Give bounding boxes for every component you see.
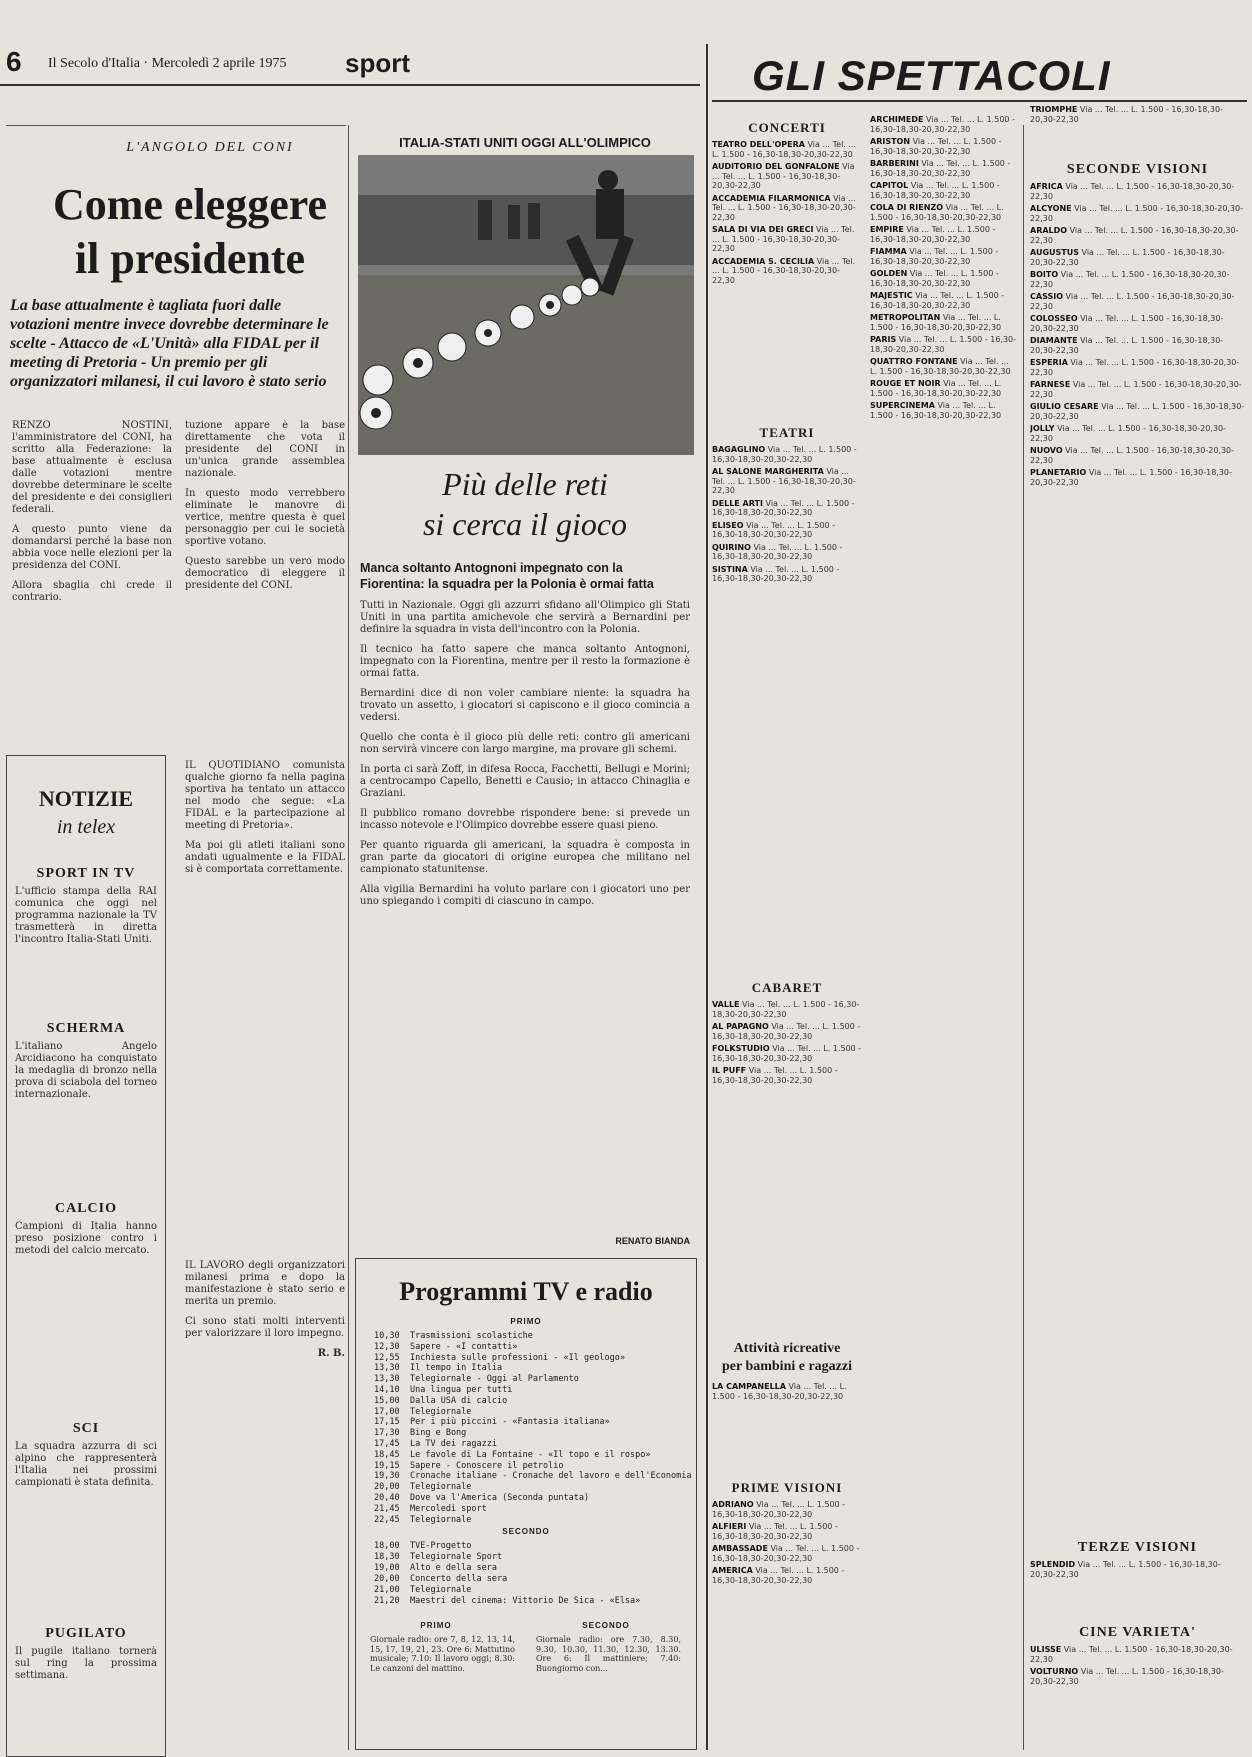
section-label: sport bbox=[345, 48, 410, 78]
venue-entry: AL SALONE MARGHERITA Via ... Tel. ... L. 1.500 - 16,30-18,30-20,30-22,30 bbox=[712, 467, 856, 495]
venue-entry: QUIRINO Via ... Tel. ... L. 1.500 - 16,30-18,30-20,30-22,30 bbox=[712, 542, 843, 561]
venue-entry: FIAMMA Via ... Tel. ... L. 1.500 - 16,30-18,30-20,30-22,30 bbox=[870, 247, 999, 266]
venue-name: AUGUSTUS bbox=[1030, 248, 1079, 257]
notizie-text: L'ufficio stampa della RAI comunica che oggi nel programma nazionale la TV trasmetterà in diretta l'incontro Italia-Stati Uniti. bbox=[15, 886, 157, 945]
headline-line-2: il presidente bbox=[74, 234, 306, 283]
tv-time: 15,00 bbox=[374, 1395, 400, 1406]
tv-programme: Una lingua per tutti bbox=[410, 1385, 513, 1395]
venue-entry: AFRICA Via ... Tel. ... L. 1.500 - 16,30-18,30-20,30-22,30 bbox=[1030, 182, 1235, 201]
tv-schedule-row bbox=[374, 1439, 497, 1449]
venue-name: ROUGE ET NOIR bbox=[870, 379, 941, 388]
tv-schedule-row bbox=[374, 1596, 640, 1606]
tv-programme: Cronache italiane - Cronache del lavoro e dell'Economia bbox=[410, 1471, 692, 1482]
venue-name: QUATTRO FONTANE bbox=[870, 357, 958, 366]
article-headline bbox=[10, 178, 370, 286]
venue-entry: AMBASSADE Via ... Tel. ... L. 1.500 - 16,30-18,30-20,30-22,30 bbox=[712, 1544, 860, 1563]
venue-name: SALA DI VIA DEI GRECI bbox=[712, 225, 814, 234]
venue-entry: SISTINA Via ... Tel. ... L. 1.500 - 16,30-18,30-20,30-22,30 bbox=[712, 564, 840, 583]
tv-primo-label: PRIMO bbox=[510, 1317, 542, 1326]
spettacoli-title: GLI SPETTACOLI bbox=[752, 52, 1111, 99]
venue-entry: MAJESTIC Via ... Tel. ... L. 1.500 - 16,30-18,30-20,30-22,30 bbox=[870, 291, 1005, 310]
venue-entry: ARISTON Via ... Tel. ... L. 1.500 - 16,30-18,30-20,30-22,30 bbox=[870, 137, 1002, 156]
venue-name: FOLKSTUDIO bbox=[712, 1044, 770, 1053]
tv-schedule-row bbox=[374, 1417, 610, 1427]
paper-name-date: Il Secolo d'Italia · Mercoledì 2 aprile 1975 bbox=[48, 56, 287, 71]
tv-time: 10,30 bbox=[374, 1331, 400, 1341]
radio-secondo-label: SECONDO bbox=[582, 1621, 630, 1630]
venue-name: AFRICA bbox=[1030, 182, 1063, 191]
middle-kicker: ITALIA-STATI UNITI OGGI ALL'OLIMPICO bbox=[399, 135, 651, 150]
tv-programme: Telegiornale bbox=[410, 1406, 472, 1417]
tv-schedule-row bbox=[374, 1504, 487, 1514]
venue-entry: EMPIRE Via ... Tel. ... L. 1.500 - 16,30-18,30-20,30-22,30 bbox=[870, 225, 996, 244]
venue-entry: PARIS Via ... Tel. ... L. 1.500 - 16,30-18,30-20,30-22,30 bbox=[870, 335, 1017, 354]
venue-entry: SPLENDID Via ... Tel. ... L. 1.500 - 16,30-18,30-20,30-22,30 bbox=[1030, 1560, 1221, 1579]
venue-name: DIAMANTE bbox=[1030, 336, 1078, 345]
terze-visioni-listing bbox=[1030, 1560, 1245, 1615]
notizie-section-head: SCHERMA bbox=[46, 1021, 126, 1036]
venue-entry: ROUGE ET NOIR Via ... Tel. ... L. 1.500 - 16,30-18,30-20,30-22,30 bbox=[870, 379, 1002, 398]
venue-name: AUDITORIO DEL GONFALONE bbox=[712, 162, 840, 171]
tv-schedule-row bbox=[374, 1515, 471, 1525]
tv-programme: Le favole di La Fontaine - «Il topo e il rospo» bbox=[410, 1449, 651, 1460]
venue-entry: NUOVO Via ... Tel. ... L. 1.500 - 16,30-18,30-20,30-22,30 bbox=[1030, 446, 1235, 465]
venue-name: AL SALONE MARGHERITA bbox=[712, 467, 824, 476]
teatri-listing bbox=[712, 445, 862, 965]
tv-programme: Inchiesta sulle professioni - «Il geologo» bbox=[410, 1352, 625, 1363]
venue-name: ALCYONE bbox=[1030, 204, 1072, 213]
venue-name: GOLDEN bbox=[870, 269, 908, 278]
tv-schedule-row bbox=[374, 1552, 502, 1562]
tv-programme: Maestri del cinema: Vittorio De Sica - «Elsa» bbox=[410, 1596, 641, 1606]
tv-time: 21,45 bbox=[374, 1503, 400, 1514]
venue-entry: ALCYONE Via ... Tel. ... L. 1.500 - 16,30-18,30-20,30-22,30 bbox=[1030, 204, 1244, 223]
category-terze-visioni: TERZE VISIONI bbox=[1078, 1540, 1197, 1555]
photo-illustration bbox=[358, 155, 694, 455]
venue-entry: AL PAPAGNO Via ... Tel. ... L. 1.500 - 16,30-18,30-20,30-22,30 bbox=[712, 1022, 861, 1041]
tv-time: 13,30 bbox=[374, 1363, 400, 1374]
venue-name: TEATRO DELL'OPERA bbox=[712, 140, 805, 149]
radio-primo-label: PRIMO bbox=[420, 1621, 452, 1630]
tv-time: 17,45 bbox=[374, 1439, 400, 1449]
middle-article-body: Tutti in Nazionale. Oggi gli azzurri sfidano all'Olimpico gli Stati Uniti in una partita amichevole che servirà a Bernardini per definire la squadra in vista dell'incontro con la Polonia. Il tecnico ha fatto sapere che manca soltanto Antognoni, impegnato con la Fiorentina, mentre per il resto la formazione è ormai fatta. Bernardini dice di non voler cambiare niente: la squadra ha trovato un assetto, i giocatori si capiscono e il gioco comincia a vedersi. Quello che conta è il gioco più delle reti: contro gli americani non servirà vincere con largo margine, ma provare gli schemi. In porta ci sarà Zoff, in difesa Rocca, Facchetti, Bellugi e Morini; a centrocampo Capello, Benetti e Causio; in attacco Chinaglia e Graziani. Il pubblico romano dovrebbe rispondere bene: si prevede un incasso notevole e l'Olimpico dovrebbe essere quasi pieno. Per quanto riguarda gli americani, la squadra è composta in gran parte da giocatori di origine europea che militano nel campionato statunitense. Alla vigilia Bernardini ha voluto parlare con i giocatori uno per uno spiegando i compiti di ciascuno in campo. bbox=[360, 600, 690, 907]
venue-name: COLA DI RIENZO bbox=[870, 203, 944, 212]
tv-time: 19,30 bbox=[374, 1471, 400, 1482]
article-kicker: L'ANGOLO DEL CONI bbox=[126, 140, 294, 155]
middle-headline-line-2: si cerca il gioco bbox=[422, 506, 628, 542]
tv-schedule-row bbox=[374, 1493, 589, 1503]
venue-name: DELLE ARTI bbox=[712, 498, 763, 508]
attivita-line-1: Attività ricreative bbox=[733, 1341, 841, 1356]
category-prime-visioni: PRIME VISIONI bbox=[731, 1480, 843, 1495]
middle-headline-line-1: Più delle reti bbox=[442, 466, 608, 502]
tv-programme: Alto e della sera bbox=[410, 1563, 497, 1573]
cine-varieta-listing bbox=[1030, 1645, 1245, 1750]
tv-programme: Concerto della sera bbox=[410, 1574, 508, 1584]
article-initials: R. B. bbox=[317, 1348, 345, 1359]
venue-name: QUIRINO bbox=[712, 542, 751, 552]
tv-time: 18,45 bbox=[374, 1449, 400, 1460]
column-rule bbox=[706, 44, 708, 1750]
venue-name: AMERICA bbox=[712, 1566, 753, 1575]
tv-time: 20,40 bbox=[374, 1493, 400, 1503]
tv-time: 17,15 bbox=[374, 1417, 400, 1428]
tv-schedule-row bbox=[374, 1471, 691, 1481]
tv-programme: La TV dei ragazzi bbox=[410, 1439, 497, 1449]
notizie-section-head: SPORT IN TV bbox=[36, 866, 136, 881]
tv-schedule-row bbox=[374, 1482, 471, 1492]
prime-visioni-listing bbox=[712, 1500, 862, 1750]
venue-name: ELISEO bbox=[712, 520, 744, 530]
tv-programme: Telegiornale bbox=[410, 1585, 472, 1595]
venue-entry: CAPITOL Via ... Tel. ... L. 1.500 - 16,30-18,30-20,30-22,30 bbox=[870, 181, 1000, 200]
venue-entry: ARCHIMEDE Via ... Tel. ... L. 1.500 - 16,30-18,30-20,30-22,30 bbox=[870, 115, 1015, 134]
tv-schedule-row bbox=[374, 1363, 502, 1373]
venue-entry: DIAMANTE Via ... Tel. ... L. 1.500 - 16,30-18,30-20,30-22,30 bbox=[1030, 336, 1224, 355]
venue-name: VOLTURNO bbox=[1030, 1667, 1079, 1676]
tv-programme: Dove va l'America (Seconda puntata) bbox=[410, 1493, 590, 1503]
middle-byline: RENATO BIANDA bbox=[615, 1236, 690, 1246]
attivita-listing bbox=[712, 1382, 862, 1462]
tv-programme: TVE-Progetto bbox=[410, 1541, 472, 1551]
tv-programme: Bing e Bong bbox=[410, 1428, 467, 1439]
prime-visioni-listing-end bbox=[1030, 105, 1245, 155]
venue-name: BOITO bbox=[1030, 270, 1059, 279]
venue-name: JOLLY bbox=[1030, 424, 1055, 433]
venue-name: ESPERIA bbox=[1030, 358, 1068, 367]
article-body-column: IL LAVORO degli organizzatori milanesi prima e dopo la manifestazione è stato serio e merita un premio. Ci sono stati molti interventi per valorizzare il loro impegno. R. B. bbox=[185, 1260, 345, 1359]
venue-name: BAGAGLINO bbox=[712, 445, 766, 454]
concerti-listing bbox=[712, 140, 862, 410]
venue-entry: ALFIERI Via ... Tel. ... L. 1.500 - 16,30-18,30-20,30-22,30 bbox=[712, 1522, 838, 1541]
tv-secondo-label: SECONDO bbox=[502, 1527, 550, 1536]
category-cabaret: CABARET bbox=[751, 980, 823, 995]
tv-time: 12,30 bbox=[374, 1341, 400, 1352]
venue-entry: CASSIO Via ... Tel. ... L. 1.500 - 16,30-18,30-20,30-22,30 bbox=[1030, 292, 1235, 311]
notizie-subtitle: in telex bbox=[56, 816, 116, 838]
tv-programme: Per i più piccini - «Fantasia italiana» bbox=[410, 1417, 610, 1428]
category-attivita bbox=[712, 1340, 862, 1376]
tv-time: 18,30 bbox=[374, 1552, 400, 1562]
venue-name: AMBASSADE bbox=[712, 1544, 768, 1553]
headline-line-1: Come eleggere bbox=[52, 180, 328, 229]
venue-entry: FARNESE Via ... Tel. ... L. 1.500 - 16,30-18,30-20,30-22,30 bbox=[1030, 380, 1242, 399]
article-body-column: RENZO NOSTINI, l'amministratore del CONI, ha scritto alla Federazione: la base attualmente è esclusa dalle votazioni mentre dovrebbe determinare le scelte del presidente e dei consiglieri federali. A questo punto viene da domandarsi perché la base non abbia voce nelle elezioni per la presidenza del CONI. Allora sbaglia chi crede il contrario. bbox=[12, 420, 172, 603]
cabaret-listing bbox=[712, 1000, 862, 1320]
tv-schedule-row bbox=[374, 1585, 471, 1595]
tv-schedule-row bbox=[374, 1331, 533, 1341]
venue-entry: AUGUSTUS Via ... Tel. ... L. 1.500 - 16,30-18,30-20,30-22,30 bbox=[1030, 248, 1225, 267]
venue-entry: QUATTRO FONTANE Via ... Tel. ... L. 1.500 - 16,30-18,30-20,30-22,30 bbox=[870, 357, 1011, 376]
article-standfirst: La base attualmente è tagliata fuori dalle votazioni mentre invece dovrebbe determinare le scelte - Attacco de «L'Unità» alla FIDAL per il meeting di Pretoria - Un premio per gli organizzatori milanesi, il cui lavoro è stato serio bbox=[10, 297, 329, 390]
notizie-section-head: SCI bbox=[72, 1421, 100, 1436]
tv-time: 20,00 bbox=[374, 1574, 400, 1584]
tv-programme: Il tempo in Italia bbox=[410, 1363, 503, 1374]
middle-headline bbox=[360, 464, 690, 544]
masthead-rule bbox=[0, 84, 700, 86]
tv-time: 17,00 bbox=[374, 1406, 400, 1417]
venue-name: TRIOMPHE bbox=[1030, 105, 1078, 114]
venue-entry: ARALDO Via ... Tel. ... L. 1.500 - 16,30-18,30-20,30-22,30 bbox=[1030, 226, 1239, 245]
venue-entry: VALLE Via ... Tel. ... L. 1.500 - 16,30-18,30-20,30-22,30 bbox=[712, 1000, 860, 1019]
tv-programme: Mercoledì sport bbox=[410, 1503, 487, 1514]
notizie-text: La squadra azzurra di sci alpino che rappresenterà l'Italia nei prossimi campionati è stata definita. bbox=[15, 1441, 157, 1488]
tv-time: 12,55 bbox=[374, 1352, 400, 1363]
prime-visioni-listing-continued bbox=[870, 115, 1018, 1750]
venue-entry: ADRIANO Via ... Tel. ... L. 1.500 - 16,30-18,30-20,30-22,30 bbox=[712, 1500, 846, 1519]
venue-name: SISTINA bbox=[712, 564, 748, 574]
radio-primo-text: Giornale radio: ore 7, 8, 12, 13, 14, 15, 17, 19, 21, 23. Ore 6: Mattutino musicale; 7.10: Il lavoro oggi; 8.30: Le canzoni del mattino. bbox=[370, 1635, 515, 1673]
venue-entry: JOLLY Via ... Tel. ... L. 1.500 - 16,30-18,30-20,30-22,30 bbox=[1030, 424, 1226, 443]
category-seconde-visioni: SECONDE VISIONI bbox=[1066, 162, 1209, 177]
tv-programme: Sapere - Conoscere il petrolio bbox=[410, 1460, 564, 1471]
notizie-box bbox=[6, 755, 166, 1757]
tv-radio-box bbox=[355, 1258, 697, 1750]
tv-programme: Telegiornale bbox=[410, 1482, 472, 1493]
venue-name: NUOVO bbox=[1030, 446, 1063, 455]
page-number: 6 bbox=[6, 46, 22, 77]
tv-title: Programmi TV e radio bbox=[399, 1277, 653, 1306]
article-body-column: tuzione appare è la base direttamente che vota il presidente del CONI in un'unica grande assemblea nazionale. In questo modo verrebbero eliminate le manovre di vertice, mentre questa è quel personaggio per cui le società sportive votano. Questo sarebbe un vero modo democratico di eleggere il presidente del CONI. bbox=[185, 420, 345, 591]
venue-name: IL PUFF bbox=[712, 1066, 747, 1075]
tv-time: 13,30 bbox=[374, 1374, 400, 1385]
venue-entry: AUDITORIO DEL GONFALONE Via ... Tel. ... L. 1.500 - 16,30-18,30-20,30-22,30 bbox=[712, 162, 855, 190]
category-teatri: TEATRI bbox=[759, 425, 815, 440]
venue-name: AL PAPAGNO bbox=[712, 1022, 769, 1031]
venue-name: GIULIO CESARE bbox=[1030, 402, 1099, 411]
venue-entry: GOLDEN Via ... Tel. ... L. 1.500 - 16,30-18,30-20,30-22,30 bbox=[870, 269, 999, 288]
notizie-section-head: CALCIO bbox=[54, 1201, 117, 1216]
venue-entry: BARBERINI Via ... Tel. ... L. 1.500 - 16,30-18,30-20,30-22,30 bbox=[870, 159, 1011, 178]
venue-name: ACCADEMIA S. CECILIA bbox=[712, 256, 815, 266]
venue-name: MAJESTIC bbox=[870, 291, 913, 300]
notizie-text: L'italiano Angelo Arcidiacono ha conquistato la medaglia di bronzo nella prova di sciabola del torneo internazionale. bbox=[15, 1041, 157, 1100]
notizie-title: NOTIZIE bbox=[38, 786, 134, 811]
middle-deck: Manca soltanto Antognoni impegnato con la Fiorentina: la squadra per la Polonia è ormai fatta bbox=[360, 561, 654, 591]
tv-time: 18,00 bbox=[374, 1541, 400, 1551]
tv-time: 19,15 bbox=[374, 1460, 400, 1471]
tv-schedule-row bbox=[374, 1574, 507, 1584]
venue-name: CASSIO bbox=[1030, 292, 1064, 301]
tv-time: 21,00 bbox=[374, 1585, 400, 1595]
tv-schedule-row bbox=[374, 1353, 625, 1363]
tv-programme: Dalla USA di calcio bbox=[410, 1395, 508, 1406]
masthead bbox=[0, 44, 700, 92]
venue-name: FARNESE bbox=[1030, 380, 1071, 389]
venue-name: PLANETARIO bbox=[1030, 468, 1087, 477]
tv-programme: Telegiornale - Oggi al Parlamento bbox=[410, 1374, 579, 1385]
venue-name: ARCHIMEDE bbox=[870, 115, 924, 124]
venue-entry: ULISSE Via ... Tel. ... L. 1.500 - 16,30-18,30-20,30-22,30 bbox=[1030, 1645, 1233, 1664]
venue-name: ARALDO bbox=[1030, 226, 1068, 235]
venue-name: METROPOLITAN bbox=[870, 313, 941, 322]
tv-schedule-row bbox=[374, 1407, 471, 1417]
venue-name: PARIS bbox=[870, 335, 897, 344]
venue-entry: SALA DI VIA DEI GRECI Via ... Tel. ... L. 1.500 - 16,30-18,30-20,30-22,30 bbox=[712, 225, 855, 253]
section-rule bbox=[6, 125, 346, 126]
venue-name: COLOSSEO bbox=[1030, 314, 1078, 323]
venue-entry: BOITO Via ... Tel. ... L. 1.500 - 16,30-18,30-20,30-22,30 bbox=[1030, 270, 1230, 289]
section-rule bbox=[712, 100, 1247, 102]
venue-name: FIAMMA bbox=[870, 247, 907, 256]
venue-entry: ACCADEMIA S. CECILIA Via ... Tel. ... L. 1.500 - 16,30-18,30-20,30-22,30 bbox=[712, 256, 856, 285]
venue-name: SUPERCINEMA bbox=[870, 401, 935, 410]
tv-schedule-row bbox=[374, 1461, 564, 1471]
column-rule bbox=[1023, 125, 1024, 1750]
tv-programme: Trasmissioni scolastiche bbox=[410, 1331, 533, 1341]
tv-time: 22,45 bbox=[374, 1514, 400, 1525]
attivita-line-2: per bambini e ragazzi bbox=[721, 1359, 852, 1374]
tv-time: 19,00 bbox=[374, 1563, 400, 1573]
venue-entry: ELISEO Via ... Tel. ... L. 1.500 - 16,30-18,30-20,30-22,30 bbox=[712, 520, 836, 539]
venue-name: CAPITOL bbox=[870, 181, 909, 190]
venue-entry: COLA DI RIENZO Via ... Tel. ... L. 1.500 - 16,30-18,30-20,30-22,30 bbox=[870, 203, 1004, 222]
venue-name: EMPIRE bbox=[870, 225, 904, 234]
article-body-column: IL QUOTIDIANO comunista qualche giorno fa nella pagina sportiva ha tentato un attacco nel modo che segue: «La FIDAL e la partecipazione al meeting di Pretoria». Ma poi gli atleti italiani sono andati ugualmente e la FIDAL si è comportata correttamente. bbox=[185, 760, 345, 875]
venue-entry: METROPOLITAN Via ... Tel. ... L. 1.500 - 16,30-18,30-20,30-22,30 bbox=[870, 313, 1002, 332]
venue-name: ADRIANO bbox=[712, 1500, 754, 1509]
tv-programme: Sapere - «I contatti» bbox=[410, 1341, 518, 1352]
tv-programme: Telegiornale Sport bbox=[410, 1552, 503, 1562]
venue-name: ACCADEMIA FILARMONICA bbox=[712, 193, 831, 203]
venue-entry: IL PUFF Via ... Tel. ... L. 1.500 - 16,30-18,30-20,30-22,30 bbox=[712, 1066, 838, 1085]
notizie-section-head: PUGILATO bbox=[45, 1626, 127, 1641]
tv-schedule-row bbox=[374, 1563, 497, 1573]
venue-name: ARISTON bbox=[870, 137, 911, 146]
notizie-text: Campioni di Italia hanno preso posizione contro i metodi del calcio mercato. bbox=[15, 1221, 157, 1256]
category-concerti: CONCERTI bbox=[748, 120, 826, 135]
football-training-photo bbox=[358, 155, 694, 455]
venue-name: VALLE bbox=[712, 1000, 740, 1009]
tv-schedule-row bbox=[374, 1374, 579, 1384]
notizie-text: Il pugile italiano tornerà sul ring la prossima settimana. bbox=[15, 1646, 157, 1681]
venue-name: BARBERINI bbox=[870, 159, 919, 168]
column-rule bbox=[348, 125, 349, 1750]
venue-name: ULISSE bbox=[1030, 1645, 1062, 1654]
venue-entry: PLANETARIO Via ... Tel. ... L. 1.500 - 16,30-18,30-20,30-22,30 bbox=[1030, 468, 1232, 487]
venue-entry: COLOSSEO Via ... Tel. ... L. 1.500 - 16,30-18,30-20,30-22,30 bbox=[1030, 314, 1224, 333]
tv-schedule-row bbox=[374, 1396, 507, 1406]
tv-time: 14,10 bbox=[374, 1385, 400, 1395]
venue-name: LA CAMPANELLA bbox=[712, 1382, 786, 1391]
radio-secondo-text: Giornale radio: ore 7.30, 8.30, 9.30, 10.30, 11.30, 12.30, 13.30. Ore 6: Il mattiniere; 7.40: Buongiorno con... bbox=[536, 1635, 681, 1673]
venue-entry: LA CAMPANELLA Via ... Tel. ... L. 1.500 - 16,30-18,30-20,30-22,30 bbox=[712, 1382, 847, 1401]
tv-time: 17,30 bbox=[374, 1428, 400, 1439]
venue-entry: AMERICA Via ... Tel. ... L. 1.500 - 16,30-18,30-20,30-22,30 bbox=[712, 1566, 845, 1585]
seconde-visioni-listing bbox=[1030, 182, 1245, 1527]
venue-entry: BAGAGLINO Via ... Tel. ... L. 1.500 - 16,30-18,30-20,30-22,30 bbox=[712, 445, 857, 464]
tv-time: 21,20 bbox=[374, 1596, 400, 1606]
tv-time: 20,00 bbox=[374, 1482, 400, 1493]
tv-programme: Telegiornale bbox=[410, 1514, 472, 1525]
tv-schedule-row bbox=[374, 1428, 466, 1438]
venue-entry: ACCADEMIA FILARMONICA Via ... Tel. ... L. 1.500 - 16,30-18,30-20,30-22,30 bbox=[712, 193, 856, 222]
venue-entry: GIULIO CESARE Via ... Tel. ... L. 1.500 - 16,30-18,30-20,30-22,30 bbox=[1030, 402, 1245, 421]
tv-schedule-row bbox=[374, 1385, 512, 1395]
venue-entry: ESPERIA Via ... Tel. ... L. 1.500 - 16,30-18,30-20,30-22,30 bbox=[1030, 358, 1240, 377]
tv-schedule-row bbox=[374, 1450, 651, 1460]
venue-entry: SUPERCINEMA Via ... Tel. ... L. 1.500 - 16,30-18,30-20,30-22,30 bbox=[870, 401, 1002, 420]
venue-entry: FOLKSTUDIO Via ... Tel. ... L. 1.500 - 16,30-18,30-20,30-22,30 bbox=[712, 1044, 862, 1063]
tv-schedule-row bbox=[374, 1342, 517, 1352]
venue-entry: TEATRO DELL'OPERA Via ... Tel. ... L. 1.500 - 16,30-18,30-20,30-22,30 bbox=[712, 140, 857, 159]
venue-entry: TRIOMPHE Via ... Tel. ... L. 1.500 - 16,30-18,30-20,30-22,30 bbox=[1030, 105, 1223, 124]
venue-name: ALFIERI bbox=[712, 1522, 747, 1531]
tv-schedule-row bbox=[374, 1541, 471, 1551]
venue-entry: VOLTURNO Via ... Tel. ... L. 1.500 - 16,30-18,30-20,30-22,30 bbox=[1030, 1667, 1224, 1686]
venue-entry: DELLE ARTI Via ... Tel. ... L. 1.500 - 16,30-18,30-20,30-22,30 bbox=[712, 498, 855, 517]
venue-name: SPLENDID bbox=[1030, 1560, 1076, 1569]
category-cine-varieta: CINE VARIETA' bbox=[1079, 1625, 1196, 1640]
